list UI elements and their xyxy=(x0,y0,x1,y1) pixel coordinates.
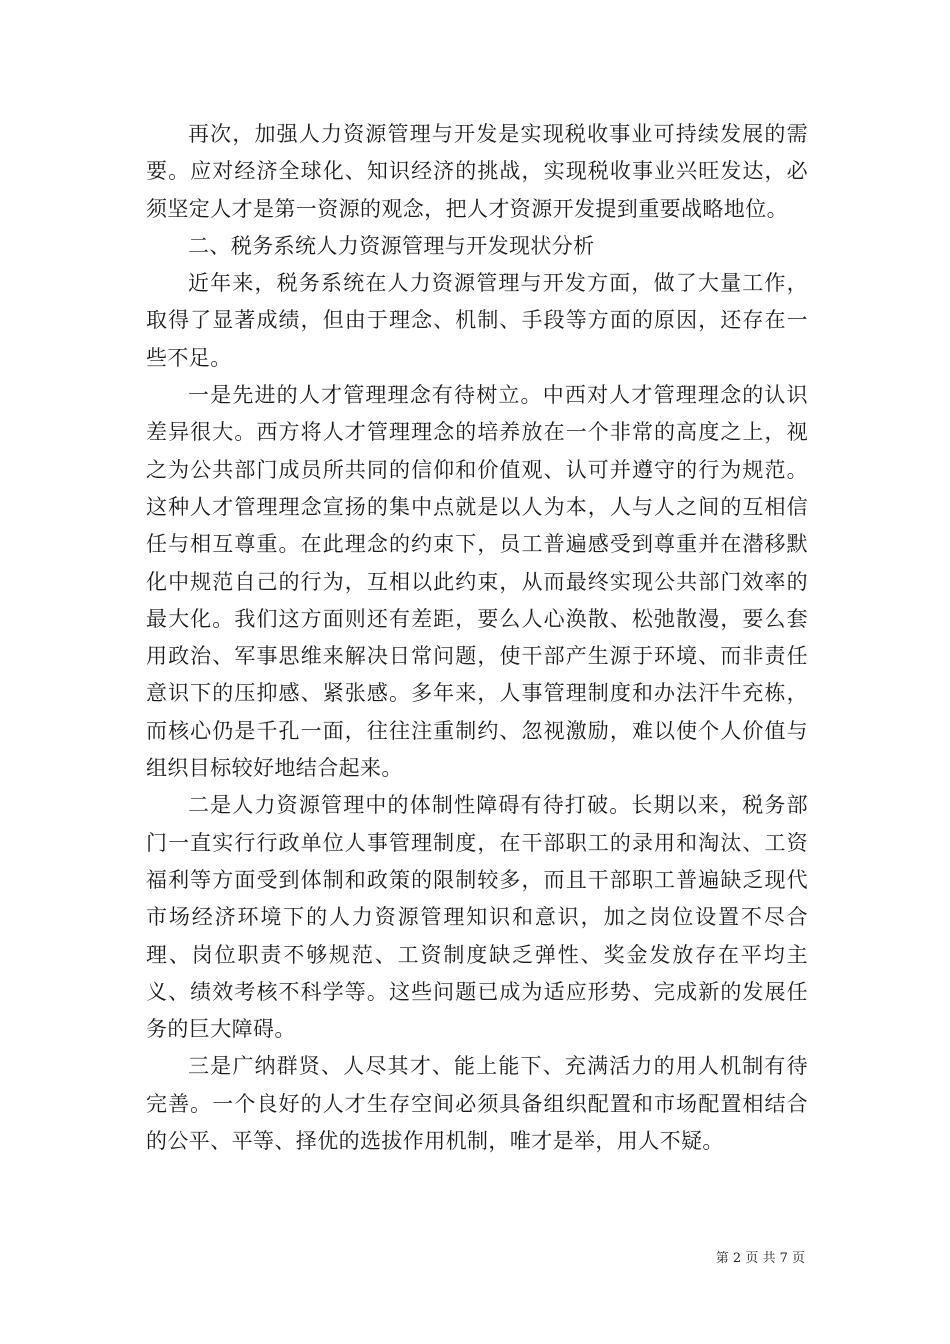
page-number-footer: 第 2 页 共 7 页 xyxy=(715,1251,805,1266)
paragraph-sustainable-development: 再次，加强人力资源管理与开发是实现税收事业可持续发展的需要。应对经济全球化、知识经济的挑战，实现税收事业兴旺发达，必须坚定人才是第一资源的观念，把人才资源开发提到重要战略地位。 xyxy=(146,122,808,221)
paragraph-management-concept: 一是先进的人才管理理念有待树立。中西对人才管理理念的认识差异很大。西方将人才管理理念的培养放在一个非常的高度之上，视之为公共部门成员所共同的信仰和价值观、认可并遵守的行为规范。这种人才管理理念宣扬的集中点就是以人为本，人与人之间的互相信任与相互尊重。在此理念的约束下，员工普遍感受到尊重并在潜移默化中规范自己的行为，互相以此约束，从而最终实现公共部门效率的最大化。我们这方面则还有差距，要么人心涣散、松弛散漫，要么套用政治、军事思维来解决日常问题，使干部产生源于环境、而非责任意识下的压抑感、紧张感。多年来，人事管理制度和办法汗牛充栋，而核心仍是千孔一面，往往注重制约、忽视激励，难以使个人价值与组织目标较好地结合起来。 xyxy=(146,383,808,781)
document-body xyxy=(146,116,808,1160)
paragraph-institutional-obstacles: 二是人力资源管理中的体制性障碍有待打破。长期以来，税务部门一直实行行政单位人事管理制度，在干部职工的录用和淘汰、工资福利等方面受到体制和政策的限制较多，而且干部职工普遍缺乏现代市场经济环境下的人力资源管理知识和意识，加之岗位设置不尽合理、岗位职责不够规范、工资制度缺乏弹性、奖金发放存在平均主义、绩效考核不科学等。这些问题已成为适应形势、完成新的发展任务的巨大障碍。 xyxy=(146,793,808,1042)
section-heading-status-analysis: 二、税务系统人力资源管理与开发现状分析 xyxy=(188,233,595,258)
paragraph-employment-mechanism: 三是广纳群贤、人尽其才、能上能下、充满活力的用人机制有待完善。一个良好的人才生存空间必须具备组织配置和市场配置相结合的公平、平等、择优的选拔作用机制，唯才是举，用人不疑。 xyxy=(146,1054,808,1154)
paragraph-recent-years: 近年来，税务系统在人力资源管理与开发方面，做了大量工作，取得了显著成绩，但由于理念、机制、手段等方面的原因，还存在一些不足。 xyxy=(146,271,808,370)
